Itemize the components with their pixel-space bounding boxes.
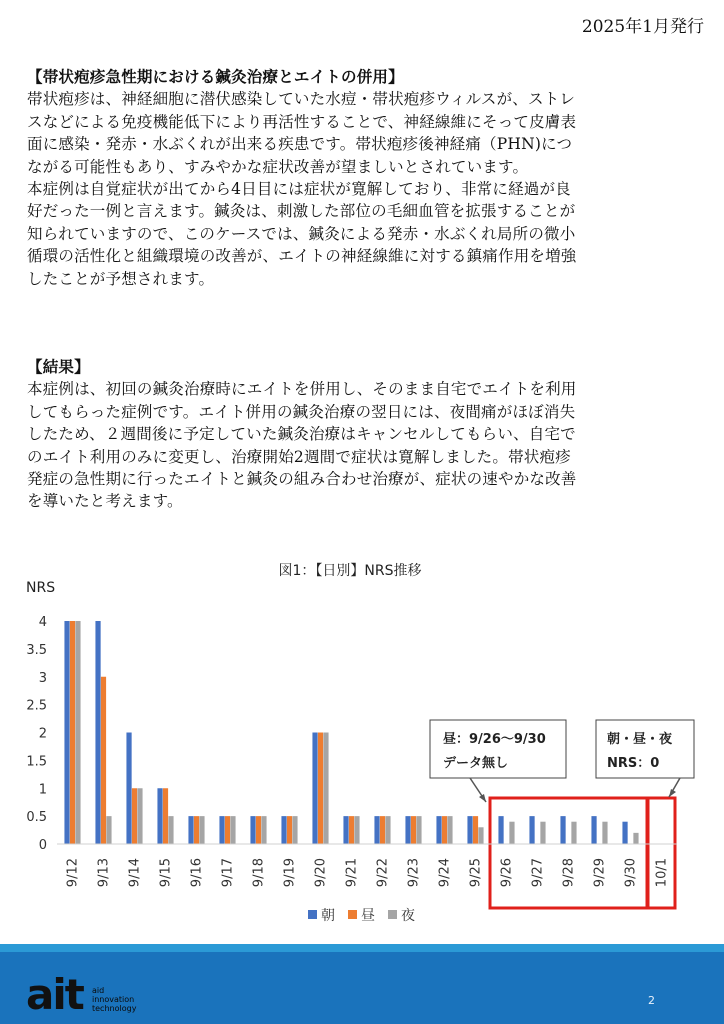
bar bbox=[157, 788, 162, 844]
bar bbox=[194, 816, 199, 844]
body-line: ながる可能性もあり、すみやかな症状改善が望ましいとされています。 bbox=[27, 157, 529, 176]
company-logo-subtitle bbox=[92, 986, 136, 1013]
y-tick-label: 3.5 bbox=[26, 642, 47, 658]
y-tick-label: 2.5 bbox=[26, 698, 47, 714]
x-tick-label: 9/12 bbox=[65, 858, 81, 888]
x-tick-label: 9/13 bbox=[96, 858, 112, 888]
bar bbox=[281, 816, 286, 844]
callout-text: データ無し bbox=[443, 756, 509, 771]
legend-label: 朝 bbox=[321, 908, 335, 924]
x-tick-label: 9/25 bbox=[468, 858, 484, 888]
x-tick-label: 9/17 bbox=[220, 858, 236, 888]
company-logo: ait bbox=[26, 970, 83, 1019]
bar bbox=[467, 816, 472, 844]
callout-text: NRS：0 bbox=[607, 756, 660, 771]
x-tick-label: 9/28 bbox=[561, 858, 577, 888]
bar bbox=[225, 816, 230, 844]
bar bbox=[442, 816, 447, 844]
bar bbox=[126, 733, 131, 845]
bar bbox=[163, 788, 168, 844]
y-axis-label: NRS bbox=[26, 580, 56, 596]
bar bbox=[405, 816, 410, 844]
x-tick-label: 9/20 bbox=[313, 858, 329, 888]
bar bbox=[529, 816, 534, 844]
body-line: 発症の急性期に行ったエイトと鍼灸の組み合わせ治療が、症状の速やかな改善 bbox=[27, 470, 577, 489]
bar bbox=[591, 816, 596, 844]
bar bbox=[478, 827, 483, 844]
footer-band bbox=[0, 944, 724, 952]
bar bbox=[256, 816, 261, 844]
bar bbox=[318, 733, 323, 845]
bar bbox=[70, 621, 75, 844]
legend-swatch bbox=[348, 910, 357, 919]
y-tick-label: 1.5 bbox=[26, 754, 47, 770]
bar bbox=[95, 621, 100, 844]
callout-arrowhead bbox=[669, 789, 676, 797]
section-combined-treatment bbox=[27, 66, 697, 290]
body-line: のエイト利用のみに変更し、治療開始2週間で症状は寛解しました。帯状疱疹 bbox=[27, 447, 571, 466]
bar bbox=[385, 816, 390, 844]
legend-label: 昼 bbox=[361, 908, 375, 924]
bar bbox=[349, 816, 354, 844]
section-results bbox=[27, 356, 697, 513]
body-line: 循環の活性化と組織環境の改善が、エイトの神経線維に対する鎮痛作用を増強 bbox=[27, 247, 577, 266]
callout-arrowhead bbox=[479, 794, 486, 802]
bar bbox=[633, 833, 638, 844]
footer-main bbox=[0, 952, 724, 1024]
bar bbox=[447, 816, 452, 844]
y-tick-label: 3 bbox=[38, 670, 47, 686]
bar bbox=[416, 816, 421, 844]
body-line: 面に感染・発赤・水ぶくれが出来る疾患です。帯状疱疹後神経痛（PHN)につ bbox=[27, 135, 573, 154]
issue-date: 2025年1月発行 bbox=[581, 17, 704, 37]
bar bbox=[250, 816, 255, 844]
callout-text: 朝・昼・夜 bbox=[607, 732, 673, 747]
bar bbox=[75, 621, 80, 844]
section-heading: 【結果】 bbox=[27, 357, 90, 376]
x-tick-label: 9/19 bbox=[282, 858, 298, 888]
y-tick-label: 0 bbox=[38, 838, 47, 853]
bar bbox=[199, 816, 204, 844]
bar bbox=[132, 788, 137, 844]
legend-swatch bbox=[308, 910, 317, 919]
bar bbox=[287, 816, 292, 844]
bar bbox=[498, 816, 503, 844]
footer bbox=[0, 944, 724, 1024]
bar bbox=[509, 822, 514, 844]
body-line: 帯状疱疹は、神経細胞に潜伏感染していた水痘・帯状疱疹ウィルスが、ストレ bbox=[27, 90, 576, 109]
highlight-box-nrs-zero bbox=[648, 798, 675, 908]
chart-title: 図1：【日別】NRS推移 bbox=[278, 563, 422, 579]
x-tick-label: 9/30 bbox=[623, 858, 639, 888]
bar bbox=[106, 816, 111, 844]
x-tick-label: 9/29 bbox=[592, 858, 608, 888]
legend bbox=[308, 907, 415, 924]
x-tick-label: 9/14 bbox=[127, 858, 143, 888]
bar bbox=[101, 677, 106, 844]
body-line: 本症例は自覚症状が出てから4日目には症状が寛解しており、非常に経過が良 bbox=[27, 180, 571, 199]
body-line: 知られていますので、このケースでは、鍼灸による発赤・水ぶくれ局所の微小 bbox=[27, 224, 576, 243]
x-tick-label: 9/18 bbox=[251, 858, 267, 888]
logo-sub-line: technology bbox=[92, 1004, 137, 1013]
bar bbox=[354, 816, 359, 844]
x-tick-label: 9/26 bbox=[499, 858, 515, 888]
logo-sub-line: innovation bbox=[92, 995, 135, 1004]
x-tick-label: 9/15 bbox=[158, 858, 174, 888]
bar bbox=[219, 816, 224, 844]
x-tick-label: 10/1 bbox=[654, 858, 670, 888]
bar bbox=[622, 822, 627, 844]
bar bbox=[436, 816, 441, 844]
section-heading: 【帯状疱疹急性期における鍼灸治療とエイトの併用】 bbox=[27, 67, 404, 86]
x-tick-label: 9/16 bbox=[189, 858, 205, 888]
bar bbox=[343, 816, 348, 844]
bar bbox=[411, 816, 416, 844]
y-tick-label: 4 bbox=[38, 615, 47, 630]
body-line: したことが予想されます。 bbox=[27, 269, 215, 288]
x-tick-label: 9/27 bbox=[530, 858, 546, 888]
bar bbox=[64, 621, 69, 844]
body-line: したため、２週間後に予定していた鍼灸治療はキャンセルしてもらい、自宅で bbox=[27, 425, 576, 444]
bar bbox=[380, 816, 385, 844]
y-tick-label: 2 bbox=[38, 726, 47, 742]
y-tick-label: 1 bbox=[38, 782, 47, 798]
bar bbox=[168, 816, 173, 844]
bar bbox=[540, 822, 545, 844]
y-tick-label: 0.5 bbox=[26, 810, 47, 826]
bar bbox=[473, 816, 478, 844]
bar bbox=[137, 788, 142, 844]
logo-sub-line: aid bbox=[92, 986, 105, 995]
bar bbox=[560, 816, 565, 844]
callout-text: 昼：9/26〜9/30 bbox=[443, 732, 546, 747]
x-tick-label: 9/24 bbox=[437, 858, 453, 888]
body-line: 好だった一例と言えます。鍼灸は、刺激した部位の毛細血管を拡張することが bbox=[27, 202, 576, 221]
body-line: してもらった症例です。エイト併用の鍼灸治療の翌日には、夜間痛がほぼ消失 bbox=[27, 402, 576, 421]
legend-swatch bbox=[388, 910, 397, 919]
page-number: 2 bbox=[648, 994, 655, 1007]
bar bbox=[374, 816, 379, 844]
x-tick-label: 9/22 bbox=[375, 858, 391, 888]
body-line: 本症例は、初回の鍼灸治療時にエイトを併用し、そのまま自宅でエイトを利用 bbox=[27, 380, 577, 399]
bar bbox=[312, 733, 317, 845]
legend-label: 夜 bbox=[401, 908, 415, 924]
nrs-bar-chart bbox=[0, 550, 724, 940]
bar bbox=[571, 822, 576, 844]
x-tick-label: 9/23 bbox=[406, 858, 422, 888]
bar bbox=[261, 816, 266, 844]
body-line: を導いたと考えます。 bbox=[27, 492, 183, 511]
x-tick-label: 9/21 bbox=[344, 858, 360, 888]
bar bbox=[323, 733, 328, 845]
bar bbox=[230, 816, 235, 844]
body-line: スなどによる免疫機能低下により再活性することで、神経線維にそって皮膚表 bbox=[27, 112, 577, 131]
bar bbox=[188, 816, 193, 844]
highlight-box-no-noon-data bbox=[490, 798, 647, 908]
bar bbox=[602, 822, 607, 844]
bar bbox=[292, 816, 297, 844]
